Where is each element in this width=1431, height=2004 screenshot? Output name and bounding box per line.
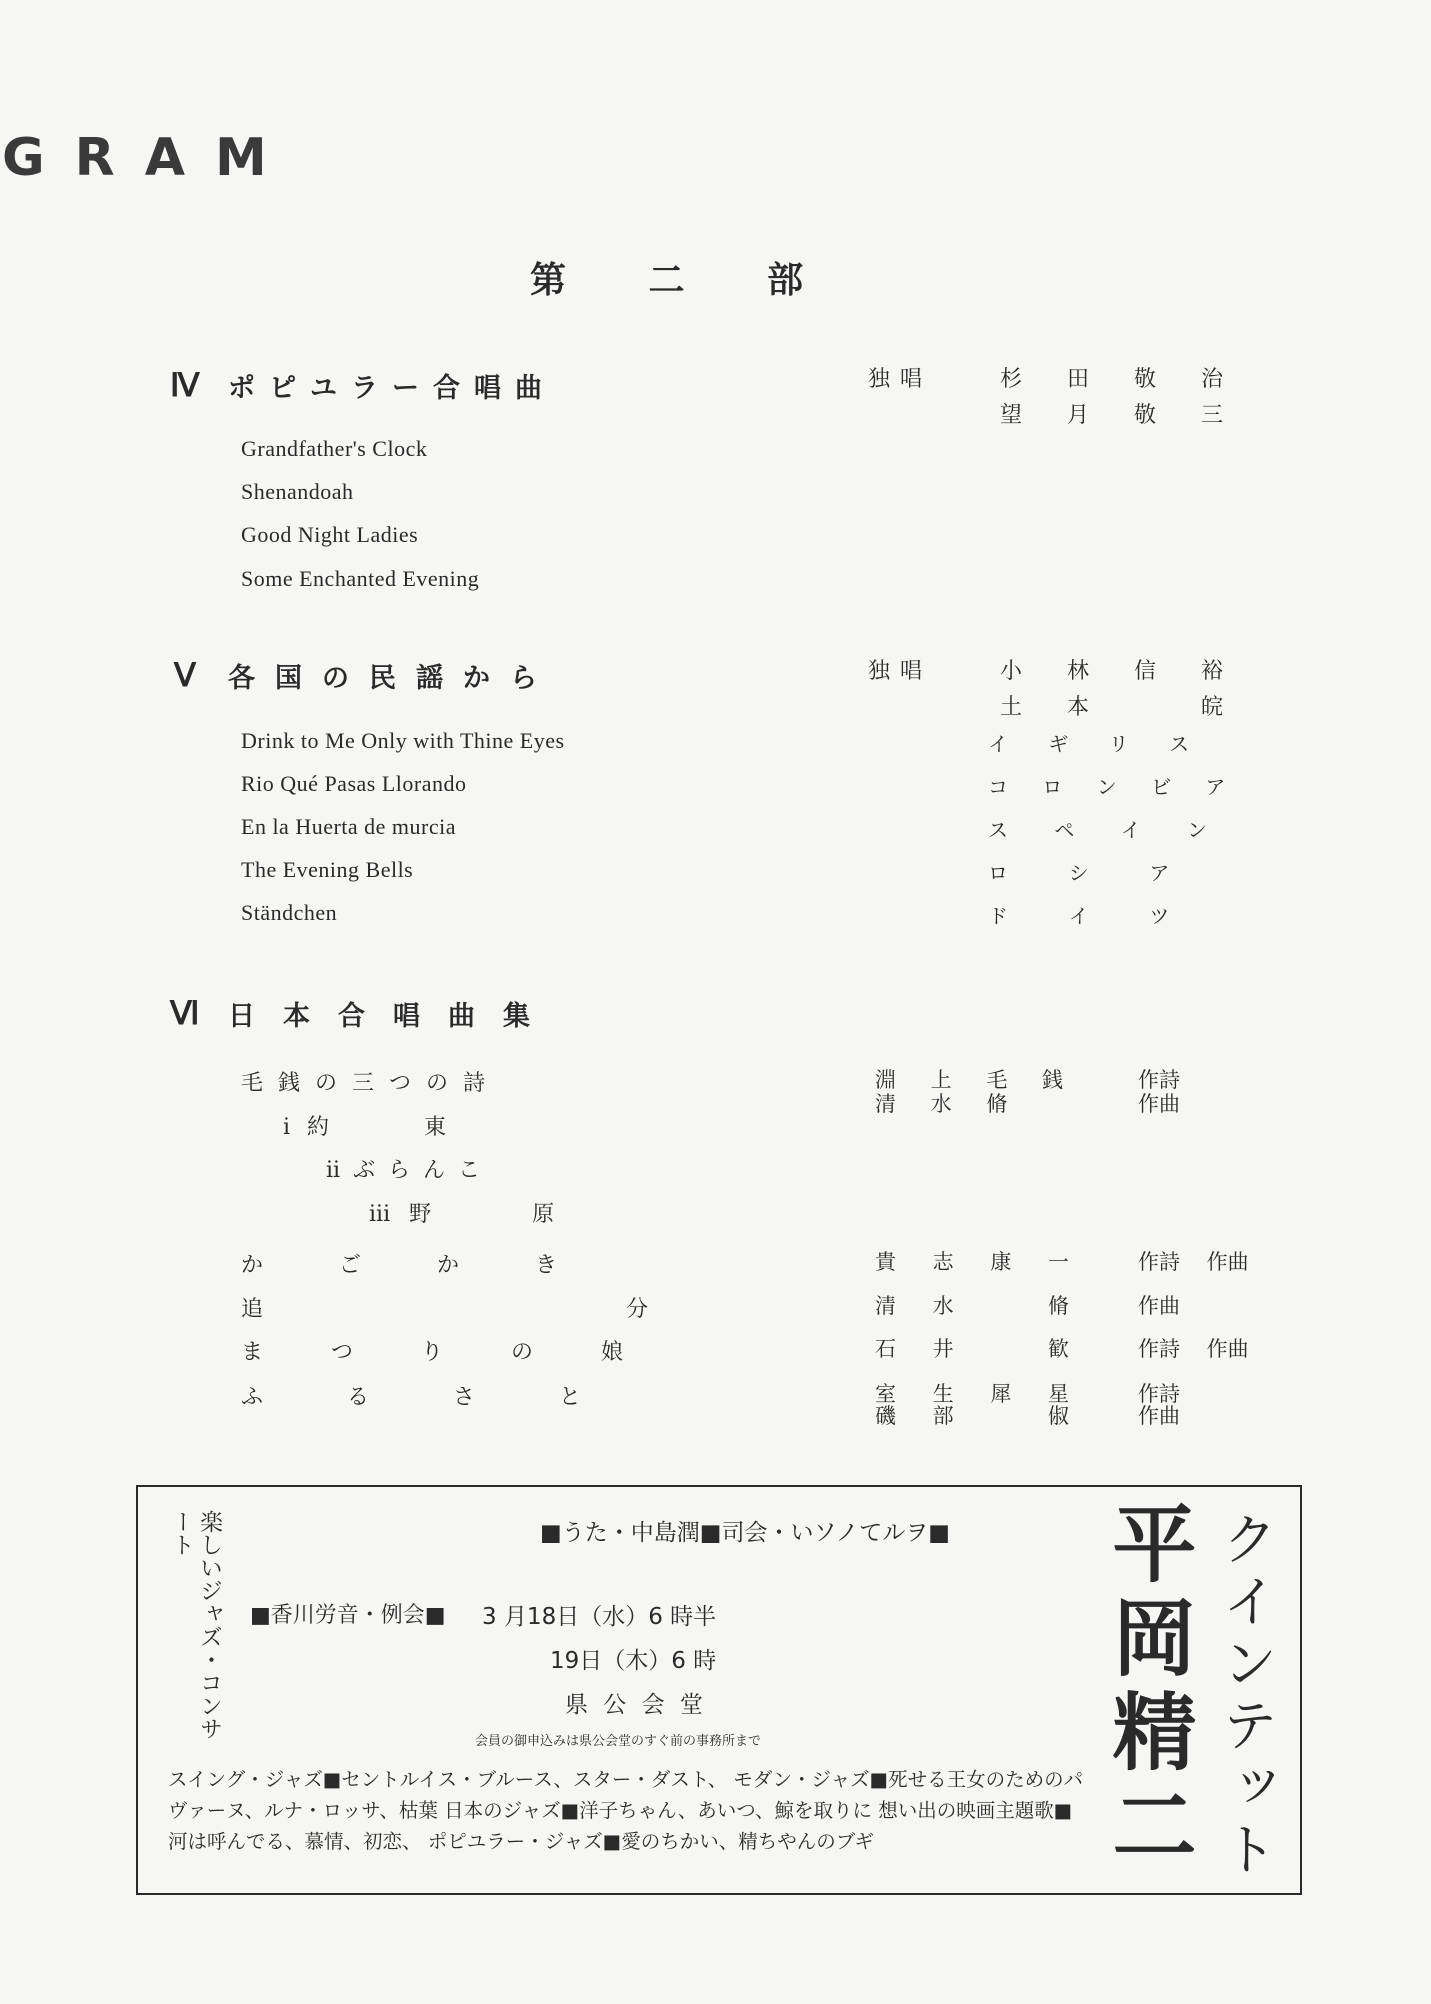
song-country: ス ペ イ ン <box>988 818 1208 842</box>
section-4-number: Ⅳ <box>170 367 200 403</box>
ensemble-name: クインテット <box>1213 1510 1278 1882</box>
song-title: Good Night Ladies <box>241 522 419 547</box>
bandleader-name: 平岡精二 <box>1099 1500 1197 1876</box>
section-4-title: ポピユラー合唱曲 <box>228 373 556 404</box>
part-title: 第 二 部 <box>530 259 804 301</box>
song-title: En la Huerta de murcia <box>241 814 457 839</box>
section-4-solo-label: 独唱 <box>868 367 933 392</box>
credit-name: 石 井 歓 <box>875 1337 1070 1361</box>
song-title: 追 分 <box>241 1297 648 1322</box>
song-title: Rio Qué Pasas Llorando <box>241 771 467 796</box>
concert-date-1: 3 月18日（水）6 時半 <box>482 1604 717 1630</box>
credit-role: 作曲 <box>1138 1404 1180 1428</box>
section-6-number: Ⅵ <box>170 995 200 1031</box>
song-country: イ ギ リ ス <box>988 732 1190 756</box>
credit-name: 淵 上 毛 銭 <box>875 1068 1064 1092</box>
song-title: Ständchen <box>241 900 338 925</box>
suite-title: 毛 銭 の 三 つ の 詩 <box>241 1071 485 1096</box>
concert-venue: 県 公 会 堂 <box>565 1692 707 1718</box>
song-title: ふ る さ と <box>241 1385 581 1410</box>
credit-name: 磯 部 俶 <box>875 1404 1070 1428</box>
song-title: The Evening Bells <box>241 857 414 882</box>
song-title: ま つ り の 娘 <box>241 1340 623 1365</box>
credit-name: 清 水 脩 <box>875 1294 1070 1318</box>
section-5-soloist-1: 小 林 信 裕 <box>1000 659 1223 684</box>
credit-role: 作詩 作曲 <box>1138 1250 1249 1274</box>
concert-date-2: 19日（木）6 時 <box>550 1648 717 1674</box>
song-title: Shenandoah <box>241 479 354 504</box>
program-header-fragment: GRAM <box>2 128 297 188</box>
section-5-soloist-2: 土 本 皖 <box>1000 695 1223 720</box>
credit-role: 作詩 <box>1138 1068 1180 1092</box>
suite-part: ii ぶ ら ん こ <box>326 1158 481 1183</box>
song-title: Drink to Me Only with Thine Eyes <box>241 728 565 753</box>
section-6-title: 日本合唱曲集 <box>228 1001 558 1032</box>
credit-role: 作詩 作曲 <box>1138 1337 1249 1361</box>
suite-part: i 約 東 <box>283 1115 447 1140</box>
section-4-soloist-2: 望 月 敬 三 <box>1000 403 1223 428</box>
song-title: Grandfather's Clock <box>241 436 428 461</box>
concert-organizer: ■香川労音・例会■ <box>250 1603 446 1628</box>
section-4-soloist-1: 杉 田 敬 治 <box>1000 367 1223 392</box>
song-country: ロ シ ア <box>988 861 1170 885</box>
suite-part: iii 野 原 <box>369 1202 555 1227</box>
credit-role: 作曲 <box>1138 1294 1180 1318</box>
song-title: か ご か き <box>241 1253 557 1278</box>
song-country: コ ロ ン ビ ア <box>988 775 1226 799</box>
credit-role: 作曲 <box>1138 1092 1180 1116</box>
section-5-solo-label: 独唱 <box>868 659 933 684</box>
credit-name: 清 水 脩 <box>875 1092 1008 1116</box>
song-title: Some Enchanted Evening <box>241 566 480 591</box>
concert-performers: ■うた・中島潤■司会・いソノてルヲ■ <box>540 1520 950 1546</box>
concert-series-label: 楽しいジャズ・コンサート <box>168 1510 222 1740</box>
section-5-number: Ⅴ <box>174 657 196 693</box>
credit-role: 作詩 <box>1138 1382 1180 1406</box>
song-country: ド イ ツ <box>988 904 1170 928</box>
concert-note: 会員の御申込みは県公会堂のすぐ前の事務所まで <box>475 1734 762 1749</box>
concert-program-text: スイング・ジャズ■セントルイス・ブルース、スター・ダスト、 モダン・ジャズ■死せる王女のためのパヴァーヌ、ルナ・ロッサ、枯葉 日本のジャズ■洋子ちゃん、あいつ、鯨を取りに 想い出の映画主題歌■河は呼んでる、慕情、初恋、 ポピユラー・ジャズ■愛のちかい、精ちやんのブギ <box>168 1768 1084 1853</box>
credit-name: 室 生 犀 星 <box>875 1382 1070 1406</box>
section-5-title: 各国の民謡から <box>228 663 557 694</box>
credit-name: 貴 志 康 一 <box>875 1250 1070 1274</box>
